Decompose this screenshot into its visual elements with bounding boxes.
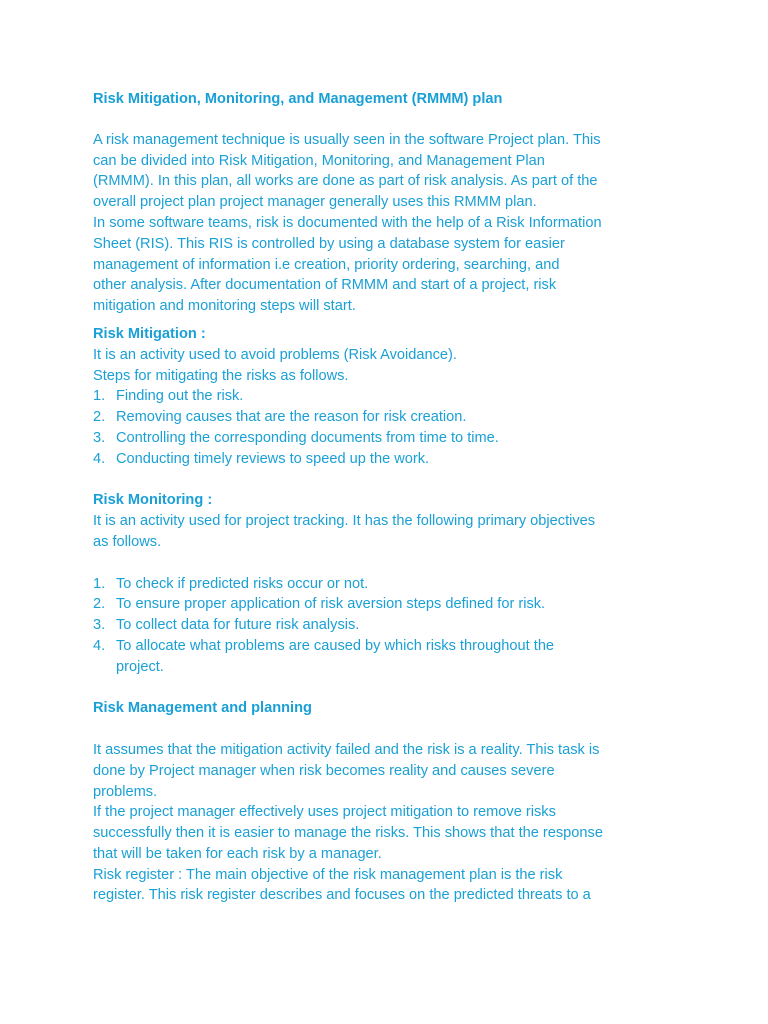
intro-line: In some software teams, risk is documented with the help of a Risk Information — [93, 214, 602, 231]
management-line: that will be taken for each risk by a manager. — [93, 845, 382, 862]
intro-line: other analysis. After documentation of RMMM and start of a project, risk — [93, 277, 557, 294]
list-text: Conducting timely reviews to speed up the work. — [116, 450, 430, 467]
management-section — [93, 698, 693, 906]
list-text: Finding out the risk. — [116, 388, 244, 405]
management-line: register. This risk register describes and focuses on the predicted threats to a — [93, 887, 591, 904]
intro-line: (RMMM). In this plan, all works are done as part of risk analysis. As part of the — [93, 173, 598, 190]
management-heading: Risk Management and planning — [93, 700, 312, 717]
intro-line: can be divided into Risk Mitigation, Monitoring, and Management Plan — [93, 152, 545, 169]
mitigation-steps-list — [93, 386, 693, 469]
monitoring-section — [93, 490, 693, 677]
list-item — [93, 636, 693, 678]
list-item — [93, 386, 693, 407]
list-text: Controlling the corresponding documents from time to time. — [116, 429, 499, 446]
intro-line: Sheet (RIS). This RIS is controlled by using a database system for easier — [93, 235, 565, 252]
list-number: 3. — [93, 429, 106, 446]
list-number: 1. — [93, 575, 106, 592]
management-line: It assumes that the mitigation activity failed and the risk is a reality. This task is — [93, 741, 600, 758]
spacer — [93, 553, 693, 574]
list-text: To check if predicted risks occur or not. — [116, 575, 369, 592]
management-line: successfully then it is easier to manage the risks. This shows that the response — [93, 825, 603, 842]
list-text: To ensure proper application of risk aversion steps defined for risk. — [116, 596, 546, 613]
document-title: Risk Mitigation, Monitoring, and Management (RMMM) plan — [93, 91, 503, 107]
list-item — [93, 574, 693, 595]
monitoring-description-line: as follows. — [93, 533, 162, 550]
list-number: 2. — [93, 596, 106, 613]
list-number: 4. — [93, 637, 106, 654]
intro-line: management of information i.e creation, priority ordering, searching, and — [93, 256, 560, 273]
intro-line: mitigation and monitoring steps will start. — [93, 298, 356, 315]
list-number: 1. — [93, 388, 106, 405]
management-line: done by Project manager when risk becomes reality and causes severe — [93, 762, 555, 779]
mitigation-section — [93, 324, 693, 470]
list-item — [93, 407, 693, 428]
mitigation-description: It is an activity used to avoid problems (Risk Avoidance). — [93, 346, 457, 363]
management-line: problems. — [93, 783, 158, 800]
spacer — [93, 678, 693, 699]
list-item — [93, 594, 693, 615]
list-number: 4. — [93, 450, 106, 467]
intro-line: overall project plan project manager generally uses this RMMM plan. — [93, 194, 537, 211]
list-number: 2. — [93, 409, 106, 426]
list-item — [93, 615, 693, 636]
management-line: If the project manager effectively uses project mitigation to remove risks — [93, 804, 556, 821]
spacer — [93, 470, 693, 491]
monitoring-heading: Risk Monitoring : — [93, 492, 213, 509]
intro-line: A risk management technique is usually seen in the software Project plan. This — [93, 131, 601, 148]
list-number: 3. — [93, 617, 106, 634]
intro-paragraph — [93, 130, 693, 317]
list-item — [93, 449, 693, 470]
list-text: Removing causes that are the reason for risk creation. — [116, 409, 467, 426]
spacer — [93, 719, 693, 740]
monitoring-objectives-list — [93, 574, 693, 678]
document-page — [93, 89, 693, 906]
list-text: To collect data for future risk analysis. — [116, 617, 360, 634]
monitoring-description-line: It is an activity used for project tracking. It has the following primary objectives — [93, 513, 596, 530]
mitigation-heading: Risk Mitigation : — [93, 325, 206, 342]
list-text: To allocate what problems are caused by which risks throughout the — [116, 637, 555, 654]
list-text: project. — [116, 658, 164, 675]
management-line: Risk register : The main objective of the risk management plan is the risk — [93, 866, 563, 883]
mitigation-steps-intro: Steps for mitigating the risks as follows. — [93, 367, 349, 384]
list-item — [93, 428, 693, 449]
